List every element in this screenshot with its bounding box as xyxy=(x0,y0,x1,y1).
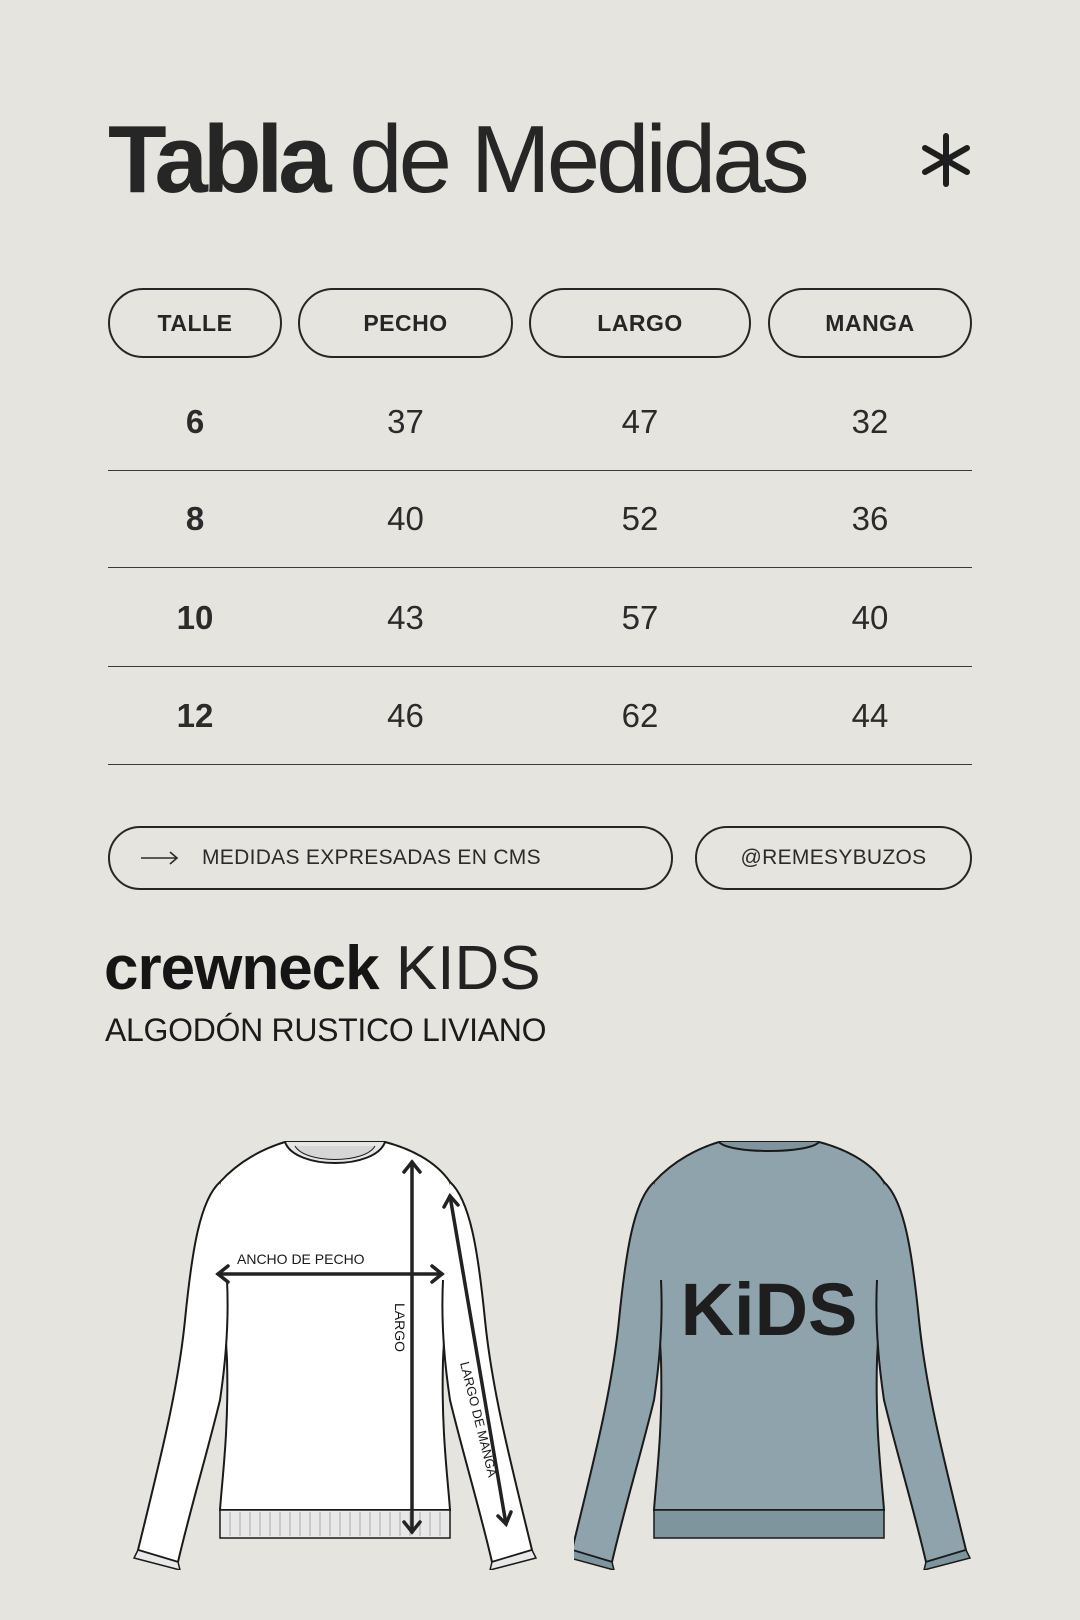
cell-pecho: 46 xyxy=(387,697,424,734)
row-divider xyxy=(108,567,972,569)
cell-largo: 62 xyxy=(621,697,659,734)
cell-largo: 57 xyxy=(621,599,659,636)
table-row xyxy=(108,570,972,667)
cell-manga: 44 xyxy=(851,697,889,734)
sweater-front-diagram xyxy=(130,1130,540,1570)
handle-link[interactable] xyxy=(695,826,972,890)
cell-talle: 12 xyxy=(176,697,214,734)
table-row xyxy=(108,374,972,471)
title-light: de Medidas xyxy=(349,106,806,213)
table-row xyxy=(108,668,972,765)
cell-manga: 40 xyxy=(851,599,889,636)
handle-text: @REMESYBUZOS xyxy=(740,846,927,869)
cell-talle: 8 xyxy=(185,500,205,537)
cell-manga: 32 xyxy=(851,403,889,440)
asterisk-icon xyxy=(918,132,974,188)
row-divider xyxy=(108,666,972,668)
cell-largo: 47 xyxy=(621,403,659,440)
header-talle: TALLE xyxy=(108,288,282,358)
page-title xyxy=(108,106,806,213)
product-name xyxy=(104,934,541,1003)
units-note-text: MEDIDAS EXPRESADAS EN CMS xyxy=(202,846,541,869)
cell-talle: 10 xyxy=(176,599,214,636)
length-label: LARGO xyxy=(392,1303,408,1353)
units-note xyxy=(108,826,673,890)
cell-pecho: 43 xyxy=(387,599,424,636)
sleeve-label: LARGO DE MANGA xyxy=(457,1360,501,1479)
header-manga: MANGA xyxy=(768,288,972,358)
arrow-right-icon xyxy=(140,850,180,866)
product-name-bold: crewneck xyxy=(104,934,379,1003)
product-name-light: KIDS xyxy=(395,934,541,1003)
header-largo: LARGO xyxy=(529,288,751,358)
cell-talle: 6 xyxy=(185,403,205,440)
cell-largo: 52 xyxy=(621,500,659,537)
chest-label: ANCHO DE PECHO xyxy=(237,1251,365,1267)
title-bold: Tabla xyxy=(108,106,327,213)
cell-manga: 36 xyxy=(851,500,889,537)
table-row xyxy=(108,471,972,568)
sweater-back-diagram xyxy=(574,1130,984,1570)
row-divider xyxy=(108,764,972,766)
back-print: KiDS xyxy=(680,1268,858,1351)
header-pecho: PECHO xyxy=(298,288,513,358)
fabric-label: ALGODÓN RUSTICO LIVIANO xyxy=(105,1012,547,1048)
cell-pecho: 40 xyxy=(387,500,424,537)
cell-pecho: 37 xyxy=(387,403,424,440)
